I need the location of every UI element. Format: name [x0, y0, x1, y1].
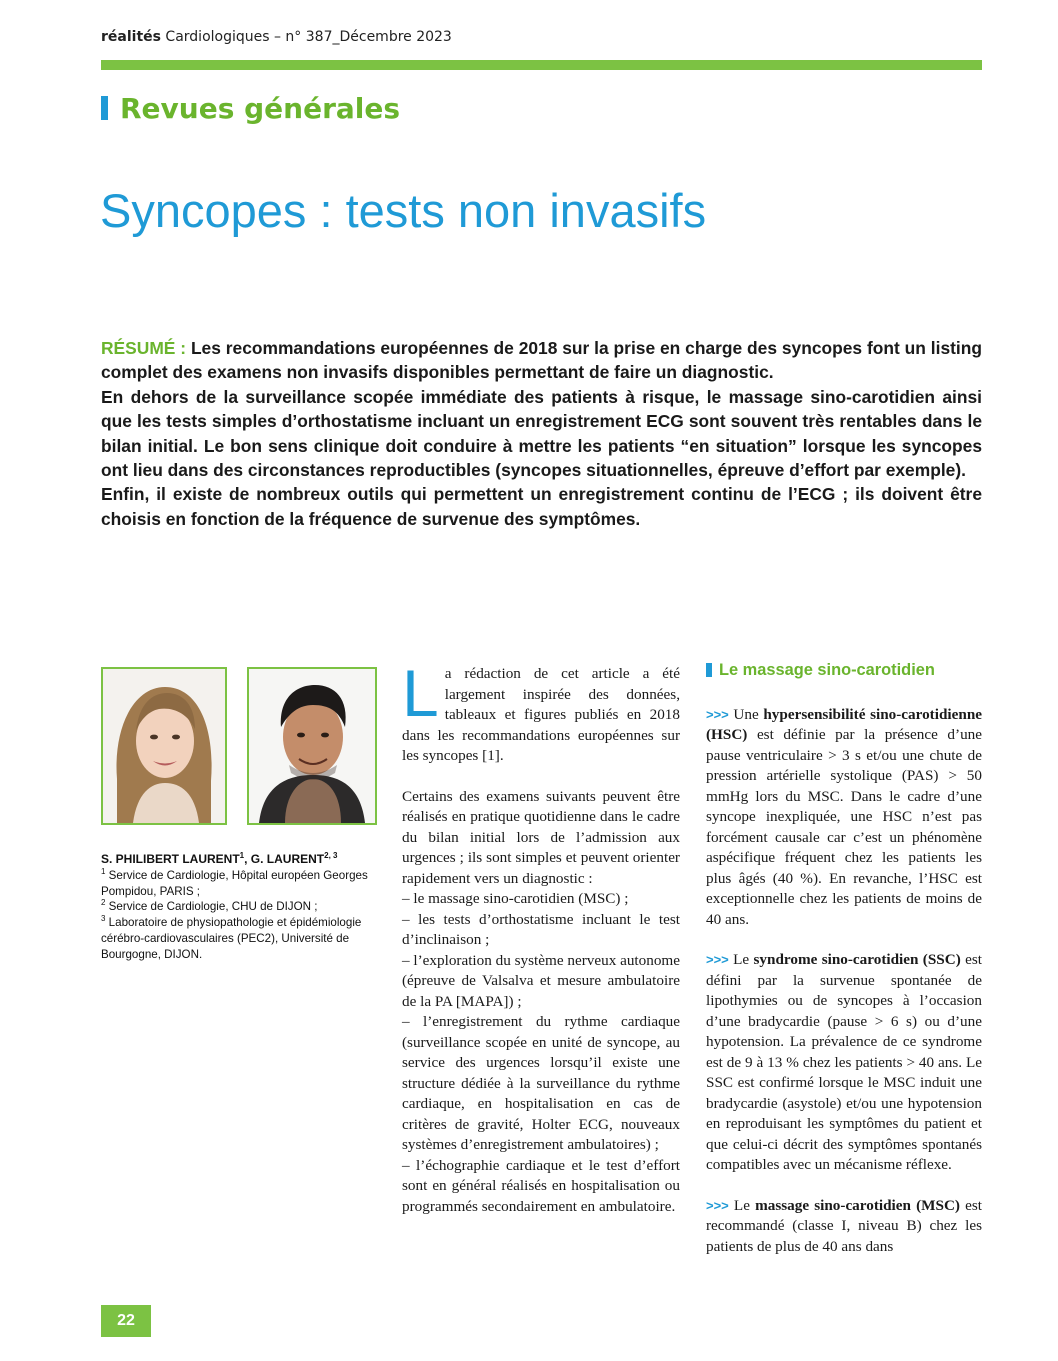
section-marker — [101, 96, 108, 120]
subheading-marker — [706, 663, 712, 677]
author-2-name: , G. LAURENT — [244, 852, 325, 866]
affiliation-2-number: 2 — [101, 898, 106, 908]
hsc-pre: Une — [733, 705, 764, 723]
affiliation-2-text: Service de Cardiologie, CHU de DIJON ; — [105, 900, 318, 914]
paragraph-spacer — [706, 930, 982, 950]
bullet-arrows: >>> — [706, 1197, 729, 1213]
hsc-text: est définie par la présence d’une pause ventriculaire > 3 s et/ou une chute de pression artérielle systolique (PAS) > 50 mmHg lors du MSC. Dans le cadre d’une syncope inexpliquée, une HSC n’est pas forcément causale car c’est un phénomène aspécifique fréquent chez les patients les plus âgés (40 %). En revanche, l’HSC est exceptionnelle chez les patients de moins de 40 ans. — [706, 726, 982, 928]
intro-text: a rédaction de cet article a été largement inspirée des données, tableaux et figures publiés en 2018 dans les recommandations européennes sur les syncopes [1]. — [402, 665, 680, 764]
msc-paragraph — [706, 1196, 982, 1258]
abstract-paragraph-1 — [101, 336, 982, 385]
subheading — [706, 660, 982, 681]
msc-text: est recommandé (classe I, niveau B) chez les patients de plus de 40 ans dans — [706, 1196, 982, 1255]
body-column-middle — [402, 656, 680, 1217]
section-title: Revues générales — [120, 91, 401, 125]
body-column-right — [706, 660, 982, 1257]
author-photo-2 — [247, 667, 377, 825]
hsc-term: hypersensibilité sino-carotidienne (HSC) — [706, 705, 983, 743]
abstract-label: RÉSUMÉ : — [101, 338, 187, 358]
page-number: 22 — [101, 1305, 151, 1337]
bullet-arrows: >>> — [706, 952, 729, 967]
list-item: – l’enregistrement du rythme cardiaque (surveillance scopée en unité de syncope, au service des urgences lorsqu’il existe une structure dédiée à la surveillance du rythme cardiaque, en hospitalisation en cas de critères de gravité, Holter ECG, nouveaux systèmes d’enregistrement ambulatoires) ; — [402, 1013, 680, 1153]
header-rule — [101, 60, 982, 70]
list-item: – l’exploration du système nerveux autonome (épreuve de Valsalva et mesure ambulatoire de la PA [MAPA]) ; — [402, 951, 680, 1010]
hsc-paragraph — [706, 705, 982, 931]
ssc-text: est défini par la survenue spontanée de lipothymies ou de syncopes à l’occasion d’une bradycardie (pause > 6 s) ou d’une hypotension. La prévalence de ce syndrome est de 9 à 13 % chez les patients > 40 ans. Le SSC est confirmé lorsque le MSC induit une bradycardie (asystole) et/ou une hypotension en reproduisant les symptômes du patient et que celui-ci décrit des symptômes spontanés compatibles avec un mécanisme réflexe. — [706, 951, 982, 1173]
author-1-name: S. PHILIBERT LAURENT — [101, 852, 240, 866]
ssc-paragraph — [706, 950, 982, 1176]
abstract — [101, 336, 982, 531]
author-block — [101, 852, 386, 963]
affiliation-1-number: 1 — [101, 866, 106, 876]
subheading-text: Le massage sino-carotidien — [719, 661, 935, 679]
paragraph-spacer — [402, 767, 680, 787]
list-item: – l’échographie cardiaque et le test d’effort sont en général réalisés en hospitalisation ou programmés secondairement en ambulatoire. — [402, 1156, 680, 1215]
affiliation-2 — [101, 899, 386, 915]
affiliation-1-text: Service de Cardiologie, Hôpital européen Georges Pompidou, PARIS ; — [101, 868, 368, 898]
abstract-paragraph-2: En dehors de la surveillance scopée immédiate des patients à risque, le massage sino-carotidien ainsi que les tests simples d’orthostatisme incluant un enregistrement ECG sont souvent très rentables dans le bilan initial. Le bon sens clinique doit conduire à mettre les patients “en situation” lorsque les syncopes ont lieu dans des circonstances reproductibles (syncopes situationnelles, épreuve d’effort par exemple). — [101, 386, 982, 481]
msc-term: massage sino-carotidien (MSC) — [755, 1196, 960, 1214]
affiliation-3 — [101, 915, 386, 962]
list-item: – les tests d’orthostatisme incluant le test d’inclinaison ; — [402, 910, 680, 948]
exams-paragraph: Certains des examens suivants peuvent être réalisés en pratique quotidienne dans le cadre du bilan initial lors de l’admission aux urgences ; ils sont simples et peuvent orienter rapidement vers un diagnostic : — [402, 787, 680, 887]
intro-paragraph — [402, 656, 680, 767]
article-title: Syncopes : tests non invasifs — [100, 184, 707, 237]
ssc-term: syndrome sino-carotidien (SSC) — [753, 951, 961, 968]
journal-brand: réalités — [101, 29, 161, 45]
author-names — [101, 852, 386, 868]
author-1-affiliation-ref: 1 — [239, 851, 245, 860]
author-photo-1 — [101, 667, 227, 825]
journal-header — [101, 29, 452, 45]
author-portrait-1 — [103, 669, 225, 823]
bullet-arrows: >>> — [706, 706, 729, 722]
msc-pre: Le — [733, 1196, 756, 1214]
author-portrait-2 — [249, 669, 375, 823]
affiliation-3-number: 3 — [101, 914, 106, 924]
abstract-paragraph-3: Enfin, il existe de nombreux outils qui permettent un enregistrement continu de l’ECG ; ils doivent être choisis en fonction de la fréquence de survenue des symptômes. — [101, 484, 982, 529]
author-2-affiliation-ref: 2, 3 — [324, 851, 338, 860]
paragraph-spacer — [706, 1176, 982, 1196]
abstract-text-1: Les recommandations européennes de 2018 sur la prise en charge des syncopes font un listing complet des examens non invasifs disponibles permettant de faire un diagnostic. — [101, 338, 982, 383]
journal-issue: Cardiologiques – n° 387_Décembre 2023 — [165, 29, 452, 45]
section-header — [101, 90, 400, 126]
affiliation-1 — [101, 868, 386, 900]
list-item: – le massage sino-carotidien (MSC) ; — [402, 890, 629, 907]
drop-cap: L — [402, 656, 439, 730]
affiliation-3-text: Laboratoire de physiopathologie et épidémiologie cérébro-cardiovasculaires (PEC2), Université de Bourgogne, DIJON. — [101, 916, 362, 961]
ssc-pre: Le — [733, 951, 754, 968]
